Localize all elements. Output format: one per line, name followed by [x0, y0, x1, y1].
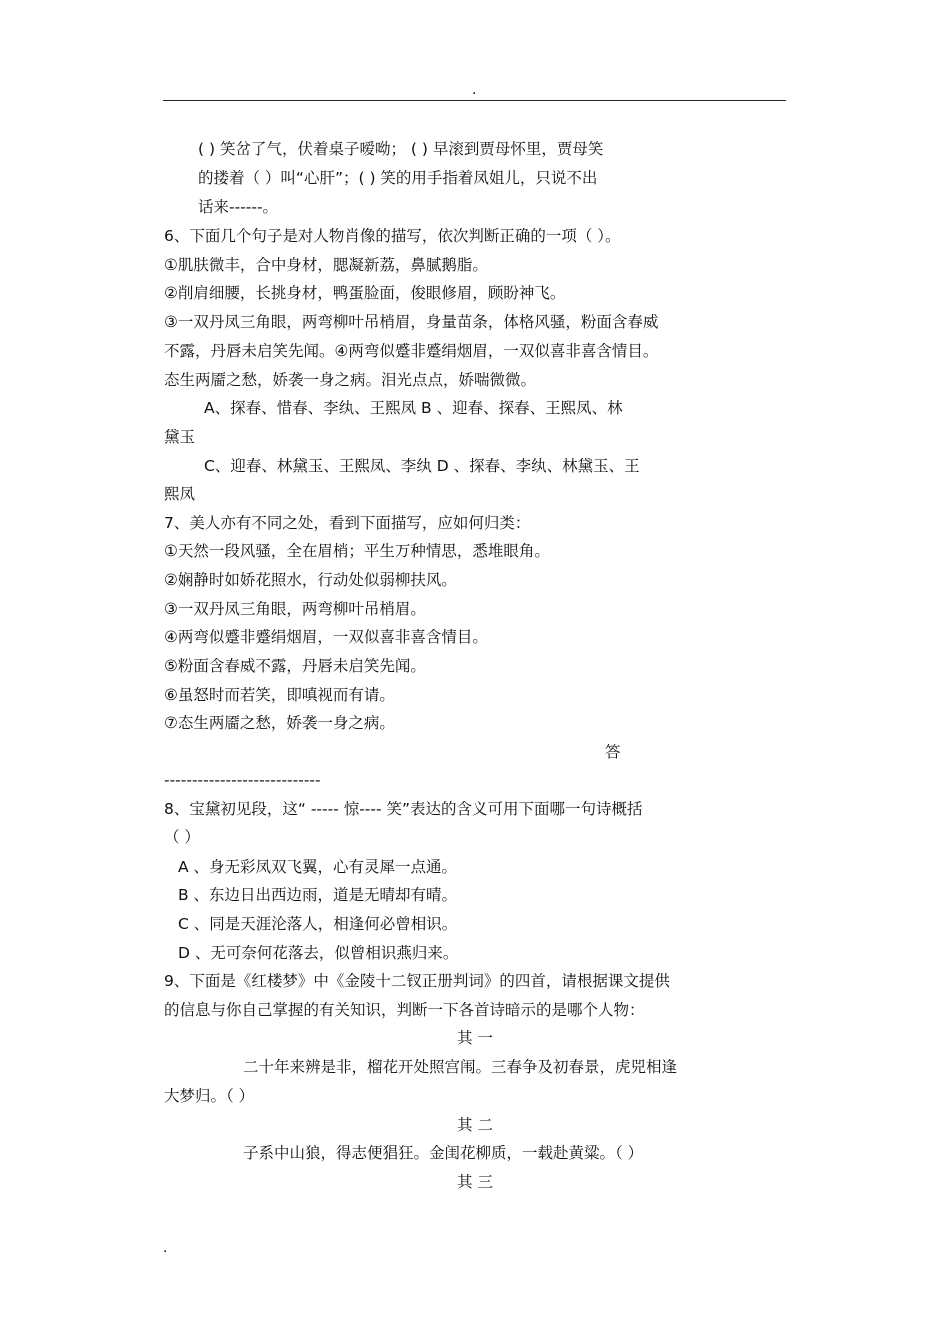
text-line: 话来------。	[198, 198, 279, 216]
footer-dot: .	[163, 1240, 168, 1256]
option-a: A 、身无彩凤双飞翼，心有灵犀一点通。	[178, 858, 458, 876]
text-line: 不露，丹唇未启笑先闻。④两弯似蹙非蹙绢烟眉，一双似喜非喜含情目。	[164, 342, 659, 360]
question-7: 7、美人亦有不同之处，看到下面描写，应如何归类：	[164, 514, 531, 532]
poem-1-line: 大梦归。（ ）	[164, 1087, 255, 1105]
option-c: C 、同是天涯沦落人，相逢何必曾相识。	[178, 915, 458, 933]
text-line: ②削肩细腰，长挑身材，鸭蛋脸面，俊眼修眉，顾盼神飞。	[164, 284, 566, 302]
text-line: ③一双丹凤三角眼，两弯柳叶吊梢眉。	[164, 600, 426, 618]
answer-label: 答	[605, 743, 621, 761]
question-8: 8、宝黛初见段，这“ ----- 惊---- 笑”表达的含义可用下面哪一句诗概括	[164, 800, 643, 818]
text-line: ③一双丹凤三角眼，两弯柳叶吊梢眉，身量苗条，体格风骚，粉面含春威	[164, 313, 659, 331]
answer-blank: ----------------------------	[164, 771, 321, 789]
text-line: 黛玉	[164, 428, 196, 446]
text-line: ④两弯似蹙非蹙绢烟眉，一双似喜非喜含情目。	[164, 628, 488, 646]
text-line: ⑥虽怒时而若笑，即嗔视而有请。	[164, 686, 395, 704]
poem-heading-1: 其 一	[457, 1029, 493, 1047]
text-line: ①天然一段风骚，全在眉梢；平生万种情思，悉堆眼角。	[164, 542, 550, 560]
text-line: ②娴静时如娇花照水，行动处似弱柳扶风。	[164, 571, 457, 589]
text-line: ⑦态生两靥之愁，娇袭一身之病。	[164, 714, 395, 732]
poem-2-line: 子系中山狼，得志便猖狂。金闺花柳质，一载赴黄粱。（ ）	[243, 1144, 644, 1162]
question-9: 9、下面是《红楼梦》中《金陵十二钗正册判词》的四首，请根据课文提供	[164, 972, 670, 990]
text-line: （ ）	[164, 828, 200, 846]
text-line: 的搂着（ ）叫“心肝”；( ) 笑的用手指着凤姐儿，只说不出	[198, 169, 598, 187]
poem-heading-2: 其 二	[457, 1116, 493, 1134]
text-line: 态生两靥之愁，娇袭一身之病。泪光点点，娇喘微微。	[164, 371, 537, 389]
header-rule	[163, 100, 786, 101]
option-d: D 、无可奈何花落去，似曾相识燕归来。	[178, 944, 459, 962]
text-line: ⑤粉面含春威不露，丹唇未启笑先闻。	[164, 657, 426, 675]
option-c-d: C、迎春、林黛玉、王熙凤、李纨 D 、探春、李纨、林黛玉、王	[204, 457, 640, 475]
option-b: B 、东边日出西边雨，道是无晴却有晴。	[178, 886, 458, 904]
poem-heading-3: 其 三	[457, 1173, 493, 1191]
text-line: 的信息与你自己掌握的有关知识，判断一下各首诗暗示的是哪个人物：	[164, 1001, 645, 1019]
question-6: 6、下面几个句子是对人物肖像的描写，依次判断正确的一项（ ）。	[164, 227, 621, 245]
poem-1-line: 二十年来辨是非，榴花开处照宫闱。三春争及初春景，虎兕相逢	[243, 1058, 678, 1076]
header-dot: .	[472, 82, 477, 98]
option-a-b: A、探春、惜春、李纨、王熙凤 B 、迎春、探春、王熙凤、林	[204, 399, 623, 417]
text-line: ①肌肤微丰，合中身材，腮凝新荔，鼻腻鹅脂。	[164, 256, 488, 274]
text-line: 熙凤	[164, 485, 196, 503]
text-line: ( ) 笑岔了气，伏着桌子嗳呦； ( ) 早滚到贾母怀里，贾母笑	[198, 140, 604, 158]
